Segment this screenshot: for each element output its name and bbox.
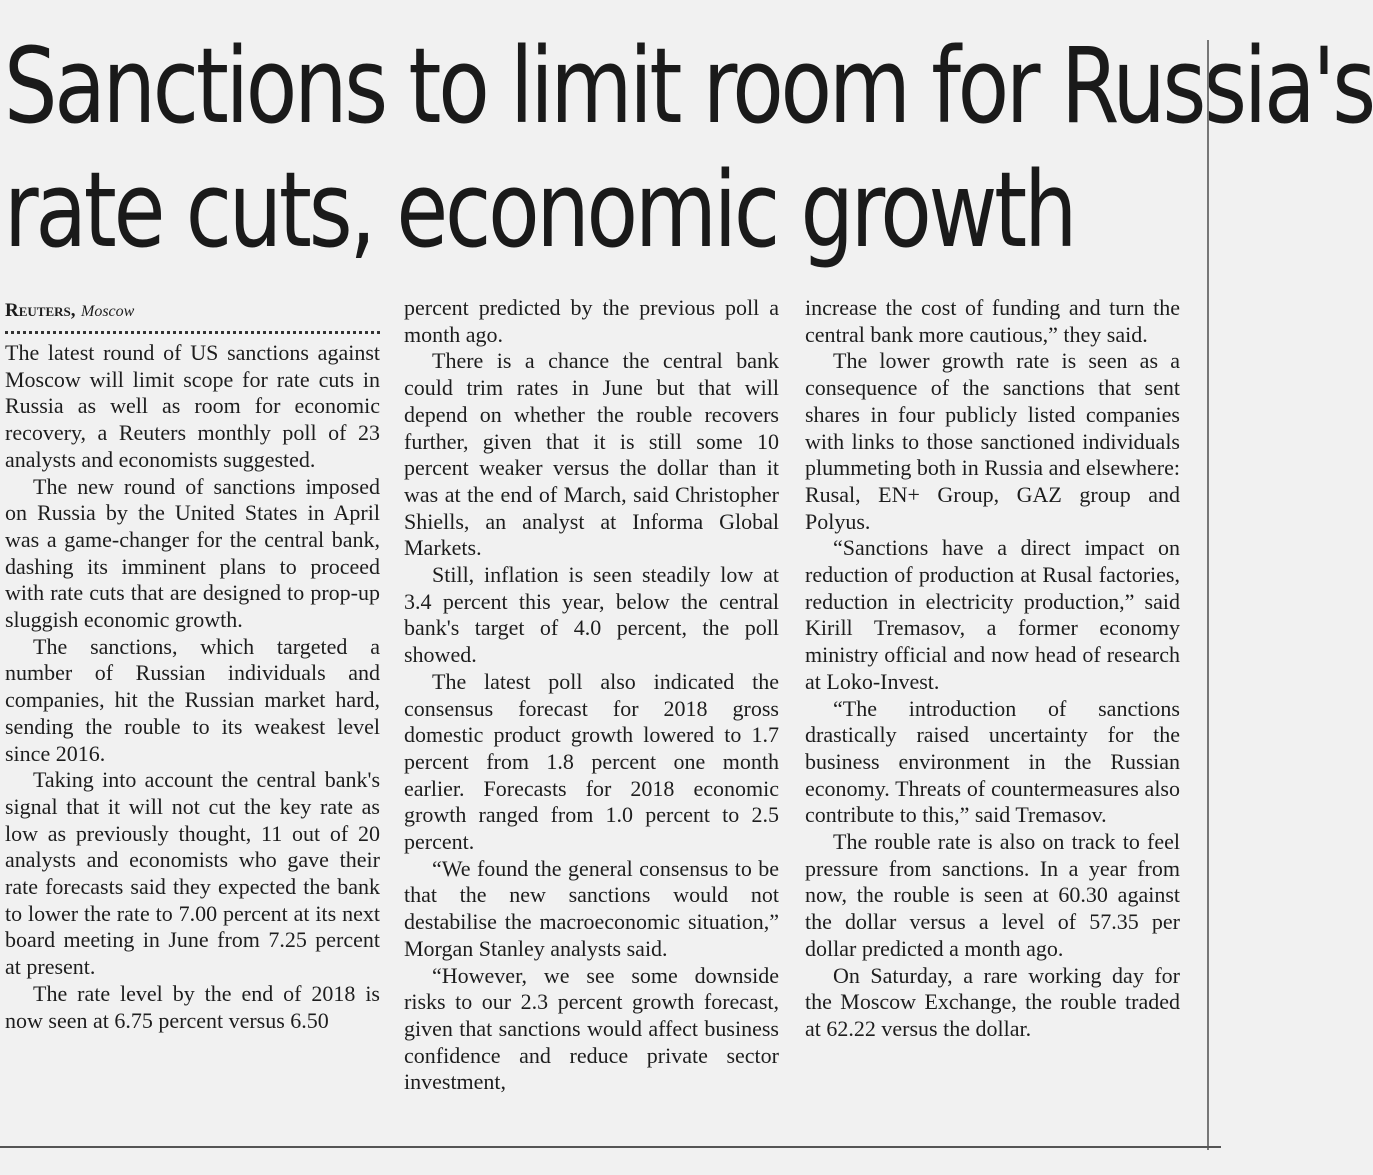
- column-3-paragraph: “The introduction of sanctions drastically raised uncertainty for the business environment in the Russian economy. Threats of countermeasures also contribute to this,” said Tremasov.: [805, 695, 1180, 828]
- column-2-paragraph: “We found the general consensus to be that the new sanctions would not destabilise the macroeconomic situation,” Morgan Stanley analysts said.: [404, 855, 779, 961]
- headline-line-2: rate cuts, economic growth: [4, 149, 1075, 271]
- column-2-paragraph: “However, we see some downside risks to our 2.3 percent growth forecast, given that sanctions would affect business confidence and reduce private sector investment,: [404, 962, 779, 1095]
- byline-agency: Reuters,: [5, 300, 76, 321]
- article-column-2: [404, 295, 779, 1096]
- column-2-paragraph: Still, inflation is seen steadily low at 3.4 percent this year, below the central bank's target of 4.0 percent, the poll showed.: [404, 562, 779, 668]
- column-1-paragraph: The new round of sanctions imposed on Russia by the United States in April was a game-changer for the central bank, dashing its imminent plans to proceed with rate cuts that are designed to prop-up sluggish economic growth.: [5, 473, 380, 633]
- column-2-paragraph: The latest poll also indicated the consensus forecast for 2018 gross domestic product growth lowered to 1.7 percent from 1.8 percent one month earlier. Forecasts for 2018 economic growth ranged from 1.0 percent to 2.5 percent.: [404, 668, 779, 855]
- column-3-paragraph: “Sanctions have a direct impact on reduction of production at Rusal factories, reduction in electricity production,” said Kirill Tremasov, a former economy ministry official and now head of research at Loko-Invest.: [805, 535, 1180, 694]
- headline: [4, 24, 1373, 272]
- column-2-paragraph: percent predicted by the previous poll a month ago.: [404, 295, 779, 347]
- column-3-paragraph: The rouble rate is also on track to feel pressure from sanctions. In a year from now, the rouble is seen at 60.30 against the dollar versus a level of 57.35 per dollar predicted a month ago.: [805, 829, 1180, 961]
- column-3-paragraph: increase the cost of funding and turn the central bank more cautious,” they said.: [805, 295, 1180, 347]
- column-3-paragraph: The lower growth rate is seen as a consequence of the sanctions that sent shares in four publicly listed companies with links to those sanctioned individuals plummeting both in Russia and elsewhere: Rusal, EN+ Group, GAZ group and Polyus.: [805, 348, 1180, 534]
- column-1-paragraph: The latest round of US sanctions against Moscow will limit scope for rate cuts in Russia as well as room for economic recovery, a Reuters monthly poll of 23 analysts and economists suggested.: [5, 340, 380, 472]
- article-column-1: [5, 295, 380, 1034]
- headline-line-1: Sanctions to limit room for Russia's: [4, 25, 1373, 147]
- clipping-right-edge: [1207, 40, 1209, 1150]
- column-1-paragraph: The rate level by the end of 2018 is now seen at 6.75 percent versus 6.50: [5, 980, 380, 1033]
- column-2-paragraph: There is a chance the central bank could trim rates in June but that will depend on whether the rouble recovers further, given that it is still some 10 percent weaker versus the dollar than it was at the end of March, said Christopher Shiells, an analyst at Informa Global Markets.: [404, 348, 779, 561]
- byline-dotted-rule: [5, 331, 380, 334]
- article-column-3: [805, 295, 1180, 1043]
- column-1-paragraph: Taking into account the central bank's signal that it will not cut the key rate as low as previously thought, 11 out of 20 analysts and economists who gave their rate forecasts said they expected the bank to lower the rate to 7.00 percent at its next board meeting in June from 7.25 percent at present.: [5, 767, 380, 980]
- byline: [5, 295, 380, 323]
- bottom-divider: [0, 1146, 1221, 1148]
- byline-location: Moscow: [81, 303, 135, 320]
- column-1-paragraph: The sanctions, which targeted a number of Russian individuals and companies, hit the Russian market hard, sending the rouble to its weakest level since 2016.: [5, 633, 380, 766]
- column-3-paragraph: On Saturday, a rare working day for the Moscow Exchange, the rouble traded at 62.22 versus the dollar.: [805, 962, 1180, 1041]
